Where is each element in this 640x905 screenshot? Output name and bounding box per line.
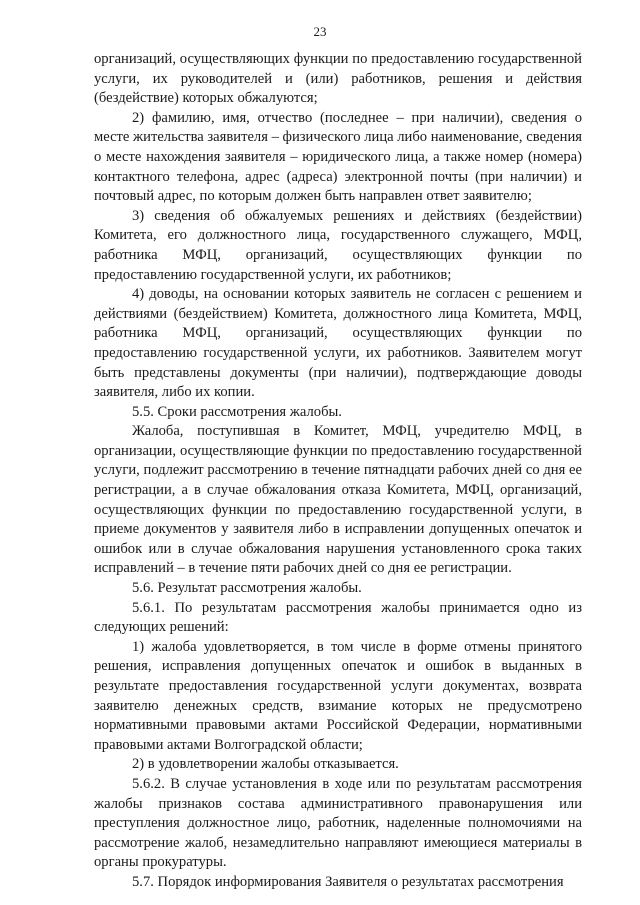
- document-body: [94, 50, 582, 893]
- paragraph-item-2: 2) фамилию, имя, отчество (последнее – при наличии), сведения о месте жительства заявителя – физического лица либо наименование, сведения о месте нахождения заявителя – юридического лица, а также номер (номера) контактного телефона, адрес (адреса) электронной почты (при наличии) и почтовый адрес, по которым должен быть направлен ответ заявителю;: [94, 109, 583, 205]
- paragraph-decision-2: 2) в удовлетворении жалобы отказывается.: [132, 756, 399, 773]
- section-heading-5-7: 5.7. Порядок информирования Заявителя о результатах рассмотрения: [132, 873, 564, 890]
- paragraph-5-6-2: 5.6.2. В случае установления в ходе или по результатам рассмотрения жалобы признаков состава административного правонарушения или преступления должностное лицо, работник, наделенные полномочиями на рассмотрение жалоб, незамедлительно направляют имеющиеся материалы в органы прокуратуры.: [94, 775, 582, 871]
- section-heading-5-6: 5.6. Результат рассмотрения жалобы.: [132, 580, 362, 597]
- section-heading-5-5: 5.5. Сроки рассмотрения жалобы.: [132, 403, 342, 420]
- paragraph-item-3: 3) сведения об обжалуемых решениях и действиях (бездействии) Комитета, его должностного лица, государственного служащего, МФЦ, работника МФЦ, организаций, осуществляющих функции по предоставлению государственной услуги, их работников;: [94, 207, 582, 283]
- paragraph-continuation: организаций, осуществляющих функции по предоставлению государственной услуги, их руководителей и (или) работников, решения и действия (бездействие) которых обжалуются;: [94, 51, 582, 107]
- paragraph-item-4: 4) доводы, на основании которых заявитель не согласен с решением и действиями (бездействием) Комитета, должностного лица Комитета, МФЦ, работника МФЦ, организаций, осуществляющих функции по предоставлению государственной услуги, их работников. Заявителем могут быть представлены документы (при наличии), подтверждающие доводы заявителя, либо их копии.: [94, 286, 582, 401]
- paragraph-decision-1: 1) жалоба удовлетворяется, в том числе в форме отмены принятого решения, исправления допущенных опечаток и ошибок в выданных в результате предоставления государственной услуги документах, возврата заявителю денежных средств, взимание которых не предусмотрено нормативными правовыми актами Российской Федерации, нормативными правовыми актами Волгоградской области;: [94, 638, 582, 753]
- paragraph-5-6-1: 5.6.1. По результатам рассмотрения жалобы принимается одно из следующих решений:: [94, 599, 582, 636]
- paragraph-complaint-terms: Жалоба, поступившая в Комитет, МФЦ, учредителю МФЦ, в организации, осуществляющие функции по предоставлению государственной услуги, подлежит рассмотрению в течение пятнадцати рабочих дней со дня ее регистрации, а в случае обжалования отказа Комитета, МФЦ, организаций, осуществляющих функции по предоставлению государственной услуги, в приеме документов у заявителя либо в исправлении допущенных опечаток и ошибок или в случае обжалования нарушения установленного срока таких исправлений – в течение пяти рабочих дней со дня ее регистрации.: [94, 423, 582, 577]
- page-number: 23: [313, 24, 327, 39]
